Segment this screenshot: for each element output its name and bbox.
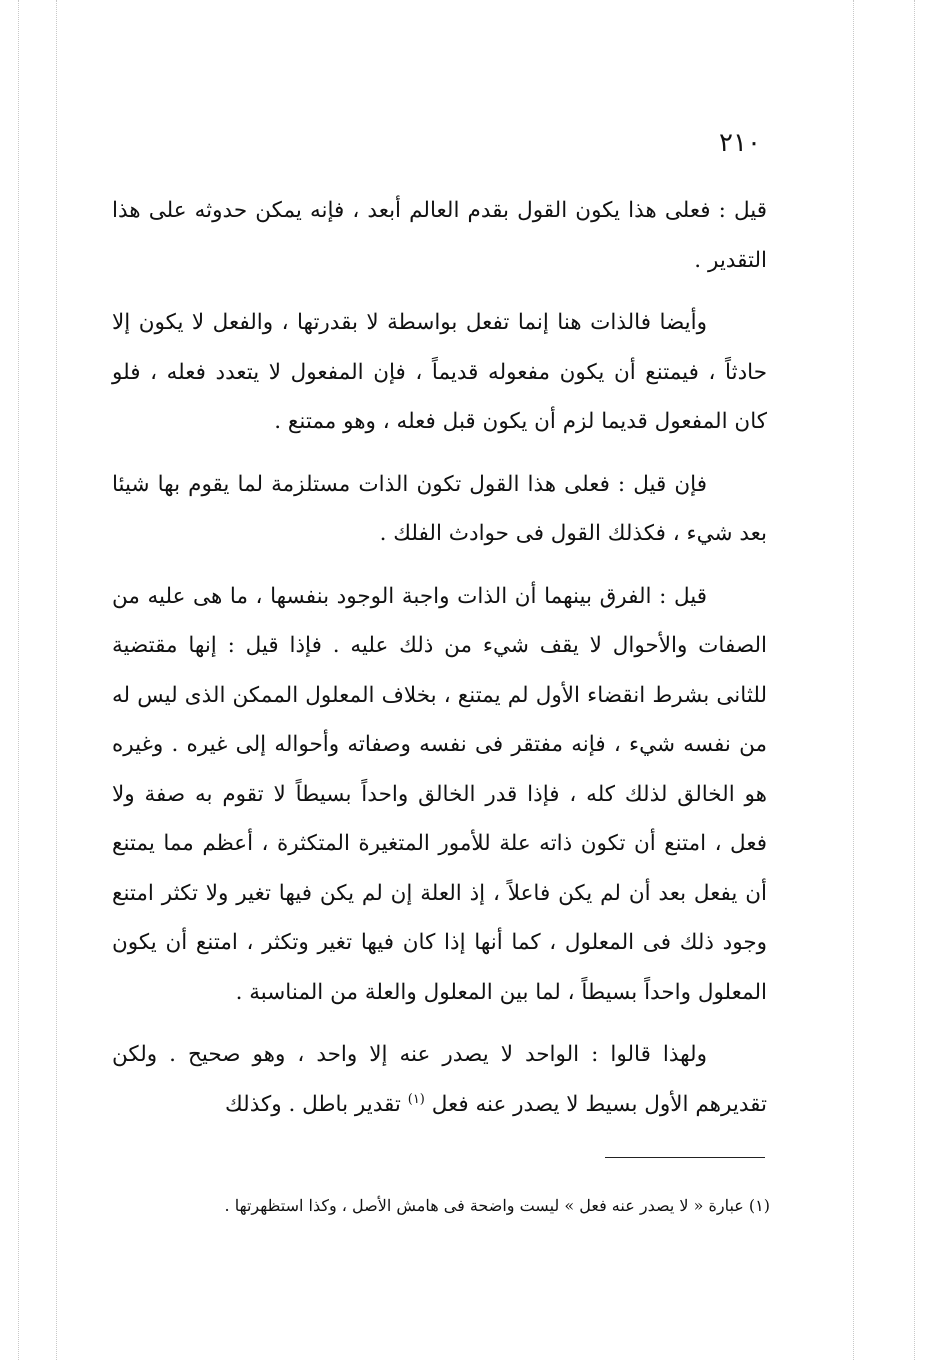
paragraph-3: فإن قيل : فعلى هذا القول تكون الذات مستلزمة لما يقوم بها شيئا بعد شيء ، فكذلك القول فى حوادث الفلك .	[112, 471, 767, 546]
footnote-text: (١) عبارة « لا يصدر عنه فعل » ليست واضحة فى هامش الأصل ، وكذا استظهرتها .	[224, 1196, 770, 1215]
footnote-marker: (١)	[407, 1091, 425, 1107]
footnote-separator	[605, 1157, 765, 1158]
page-number: ٢١٠	[719, 128, 761, 158]
scan-edge-line-left	[18, 0, 19, 1360]
paragraph-2: وأيضا فالذات هنا إنما تفعل بواسطة لا بقدرتها ، والفعل لا يكون إلا حادثاً ، فيمتنع أن يكون مفعوله قديماً ، فإن المفعول لا يتعدد فعله ، فلو كان المفعول قديما لزم أن يكون قبل فعله ، وهو ممتنع .	[112, 310, 767, 434]
footnote	[130, 1186, 770, 1226]
paragraph-1: قيل : فعلى هذا يكون القول بقدم العالم أبعد ، فإنه يمكن حدوثه على هذا التقدير .	[112, 198, 767, 273]
scan-edge-line-right	[914, 0, 915, 1360]
scan-edge-line-left-inner	[56, 0, 57, 1360]
body-text	[112, 186, 767, 1142]
paragraph-5-text-start: ولهذا قالوا : الواحد لا يصدر عنه إلا واحد ، وهو صحيح . ولكن تقديرهم الأول بسيط لا يصدر عنه فعل	[112, 1042, 767, 1117]
scan-edge-line-right-inner	[853, 0, 854, 1360]
paragraph-5	[112, 1030, 767, 1129]
paragraph-5-text-end: تقدير باطل . وكذلك	[225, 1091, 401, 1117]
paragraph-4: قيل : الفرق بينهما أن الذات واجبة الوجود بنفسها ، ما هى عليه من الصفات والأحوال لا يقف شيء من ذلك عليه . فإذا قيل : إنها مقتضية للثانى بشرط انقضاء الأول لم يمتنع ، بخلاف المعلول الممكن الذى ليس له من نفسه شيء ، فإنه مفتقر فى نفسه وصفاته وأحواله إلى غيره . وغيره هو الخالق لذلك كله ، فإذا قدر الخالق واحداً بسيطاً لا تقوم به صفة ولا فعل ، امتنع أن تكون ذاته علة للأمور المتغيرة المتكثرة ، أعظم مما يمتنع أن يفعل بعد أن لم يكن فاعلاً ، إذ العلة إن لم يكن فيها تغير ولا تكثر امتنع وجود ذلك فى المعلول ، كما أنها إذا كان فيها تغير وتكثر ، امتنع أن يكون المعلول واحداً بسيطاً ، لما بين المعلول والعلة من المناسبة .	[112, 583, 767, 1005]
